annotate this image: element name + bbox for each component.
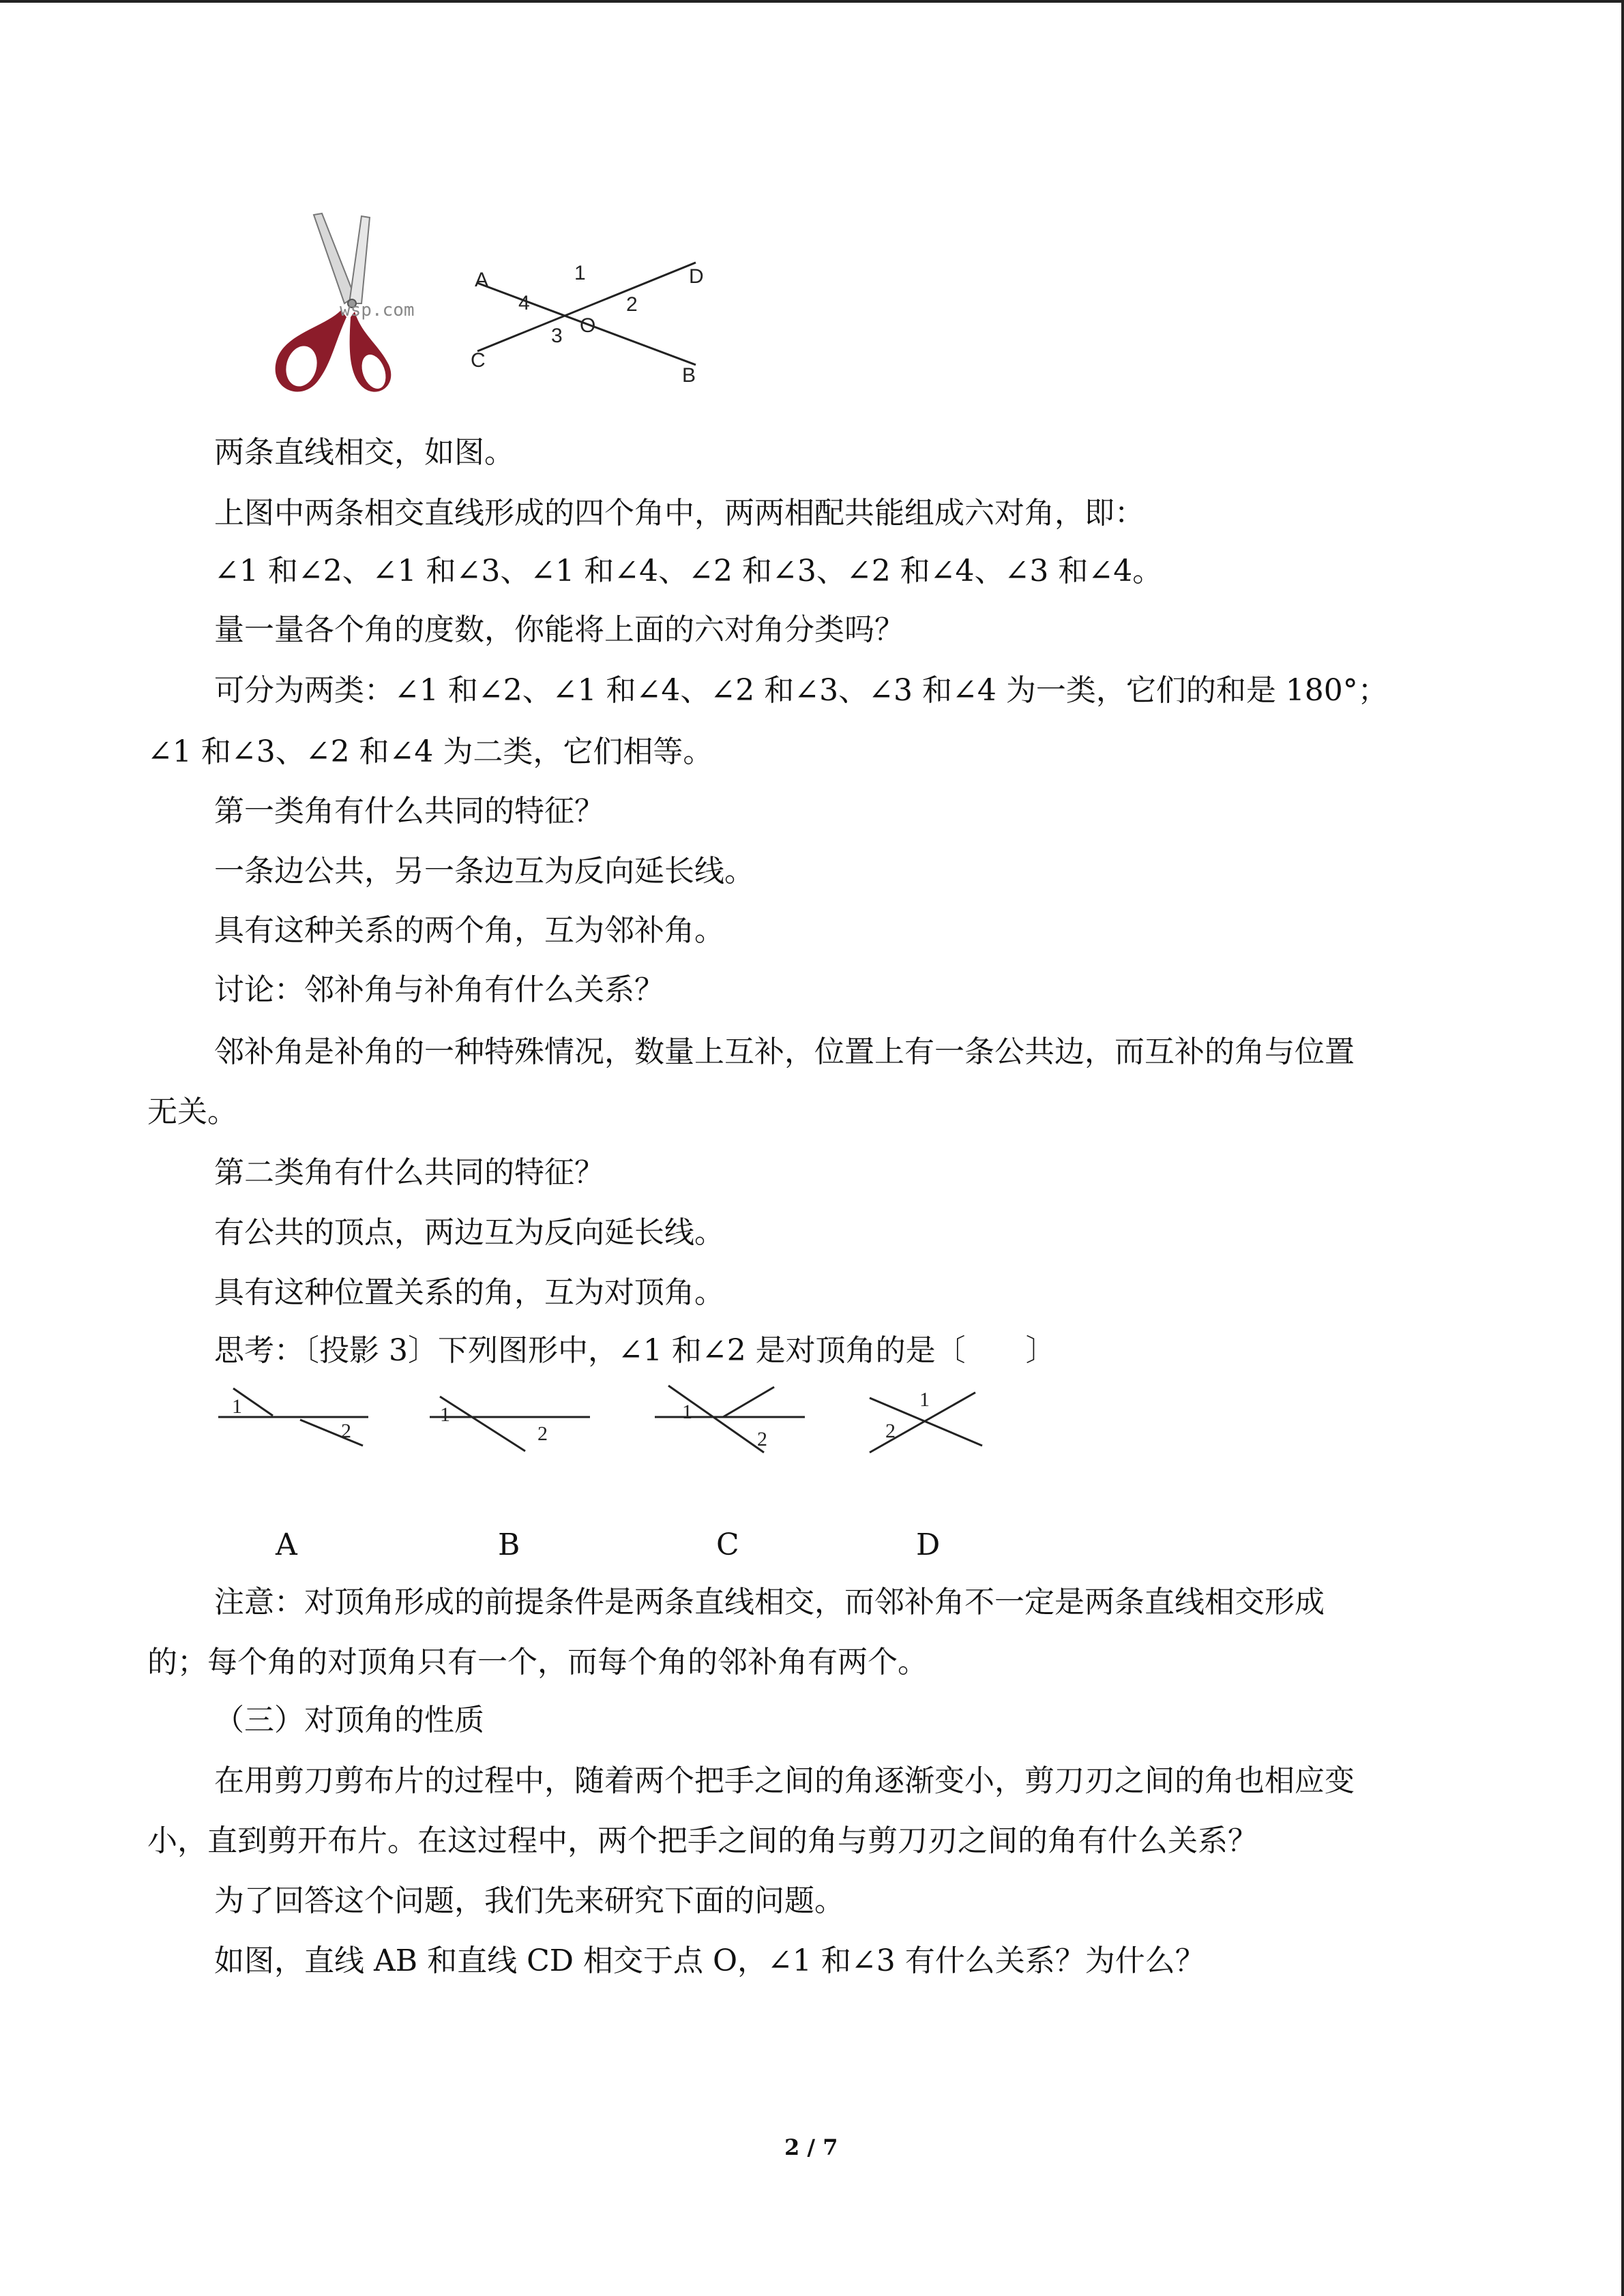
paragraph-line: 第二类角有什么共同的特征？ — [214, 1155, 604, 1190]
paragraph-line: 第一类角有什么共同的特征？ — [214, 794, 604, 829]
page-right-border — [1621, 0, 1624, 2296]
paragraph-line: 为了回答这个问题，我们先来研究下面的问题。 — [214, 1883, 844, 1918]
paragraph-line: ∠1 和∠2、∠1 和∠3、∠1 和∠4、∠2 和∠3、∠2 和∠4、∠3 和∠4。 — [214, 554, 1163, 588]
watermark-text: wsp.com — [340, 300, 415, 320]
paragraph-line: 在用剪刀剪布片的过程中，随着两个把手之间的角逐渐变小，剪刀刃之间的角也相应变 — [214, 1763, 1355, 1798]
option-b-angle-1: 1 — [440, 1403, 450, 1426]
paragraph-line: 讨论：邻补角与补角有什么关系？ — [214, 972, 664, 1007]
label-d: D — [689, 265, 704, 288]
paragraph-line: 小，直到剪开布片。在这过程中，两个把手之间的角与剪刀刃之间的角有什么关系？ — [147, 1823, 1258, 1858]
angle-3: 3 — [551, 325, 563, 347]
option-figures — [205, 1377, 1023, 1466]
option-label-a: A — [276, 1527, 297, 1562]
paragraph-line: 思考：〔投影 3〕下列图形中，∠1 和∠2 是对顶角的是〔 〕 — [214, 1333, 1056, 1368]
label-a: A — [475, 269, 489, 291]
option-label-c: C — [716, 1527, 739, 1562]
paragraph-line: 一条边公共，另一条边互为反向延长线。 — [214, 854, 754, 889]
paragraph-line: 上图中两条相交直线形成的四个角中，两两相配共能组成六对角，即： — [214, 496, 1145, 531]
label-b: B — [682, 364, 696, 387]
paragraph-line: 注意：对顶角形成的前提条件是两条直线相交，而邻补角不一定是两条直线相交形成 — [214, 1585, 1325, 1620]
label-o: O — [580, 314, 596, 337]
paragraph-line: 有公共的顶点，两边互为反向延长线。 — [214, 1215, 724, 1250]
paragraph-line: 如图，直线 AB 和直线 CD 相交于点 O，∠1 和∠3 有什么关系？为什么？ — [214, 1943, 1205, 1978]
paragraph-line: 具有这种关系的两个角，互为邻补角。 — [214, 913, 724, 948]
line-cd — [477, 263, 696, 351]
option-d-angle-1: 1 — [919, 1388, 930, 1411]
paragraph-line: 量一量各个角的度数，你能将上面的六对角分类吗？ — [214, 612, 904, 647]
page-number: 2 / 7 — [784, 2134, 838, 2160]
paragraph-line: 的；每个角的对顶角只有一个，而每个角的邻补角有两个。 — [147, 1645, 928, 1680]
option-a-angle-1: 1 — [232, 1395, 242, 1418]
option-a-angle-2: 2 — [341, 1420, 351, 1442]
paragraph-line: ∠1 和∠3、∠2 和∠4 为二类，它们相等。 — [147, 734, 713, 769]
option-c-angle-1: 1 — [682, 1401, 692, 1423]
paragraph-line: 可分为两类：∠1 和∠2、∠1 和∠4、∠2 和∠3、∠3 和∠4 为一类，它们的和是 180°； — [214, 673, 1388, 708]
angle-2: 2 — [626, 293, 638, 316]
paragraph-line: 具有这种位置关系的角，互为对顶角。 — [214, 1275, 724, 1310]
option-label-b: B — [498, 1527, 520, 1562]
angle-4: 4 — [518, 292, 530, 314]
option-c-angle-2: 2 — [757, 1428, 767, 1450]
section-heading: （三）对顶角的性质 — [214, 1703, 484, 1738]
paragraph-line: 无关。 — [147, 1094, 237, 1129]
option-b-angle-2: 2 — [537, 1422, 548, 1445]
paragraph-line: 两条直线相交，如图。 — [214, 435, 514, 470]
angle-1: 1 — [574, 262, 586, 284]
option-label-d: D — [916, 1527, 941, 1562]
page-top-border — [0, 0, 1624, 3]
paragraph-line: 邻补角是补角的一种特殊情况，数量上互补，位置上有一条公共边，而互补的角与位置 — [214, 1034, 1355, 1069]
intersecting-lines-diagram — [464, 252, 723, 396]
label-c: C — [471, 349, 486, 372]
option-d-angle-2: 2 — [885, 1420, 896, 1442]
